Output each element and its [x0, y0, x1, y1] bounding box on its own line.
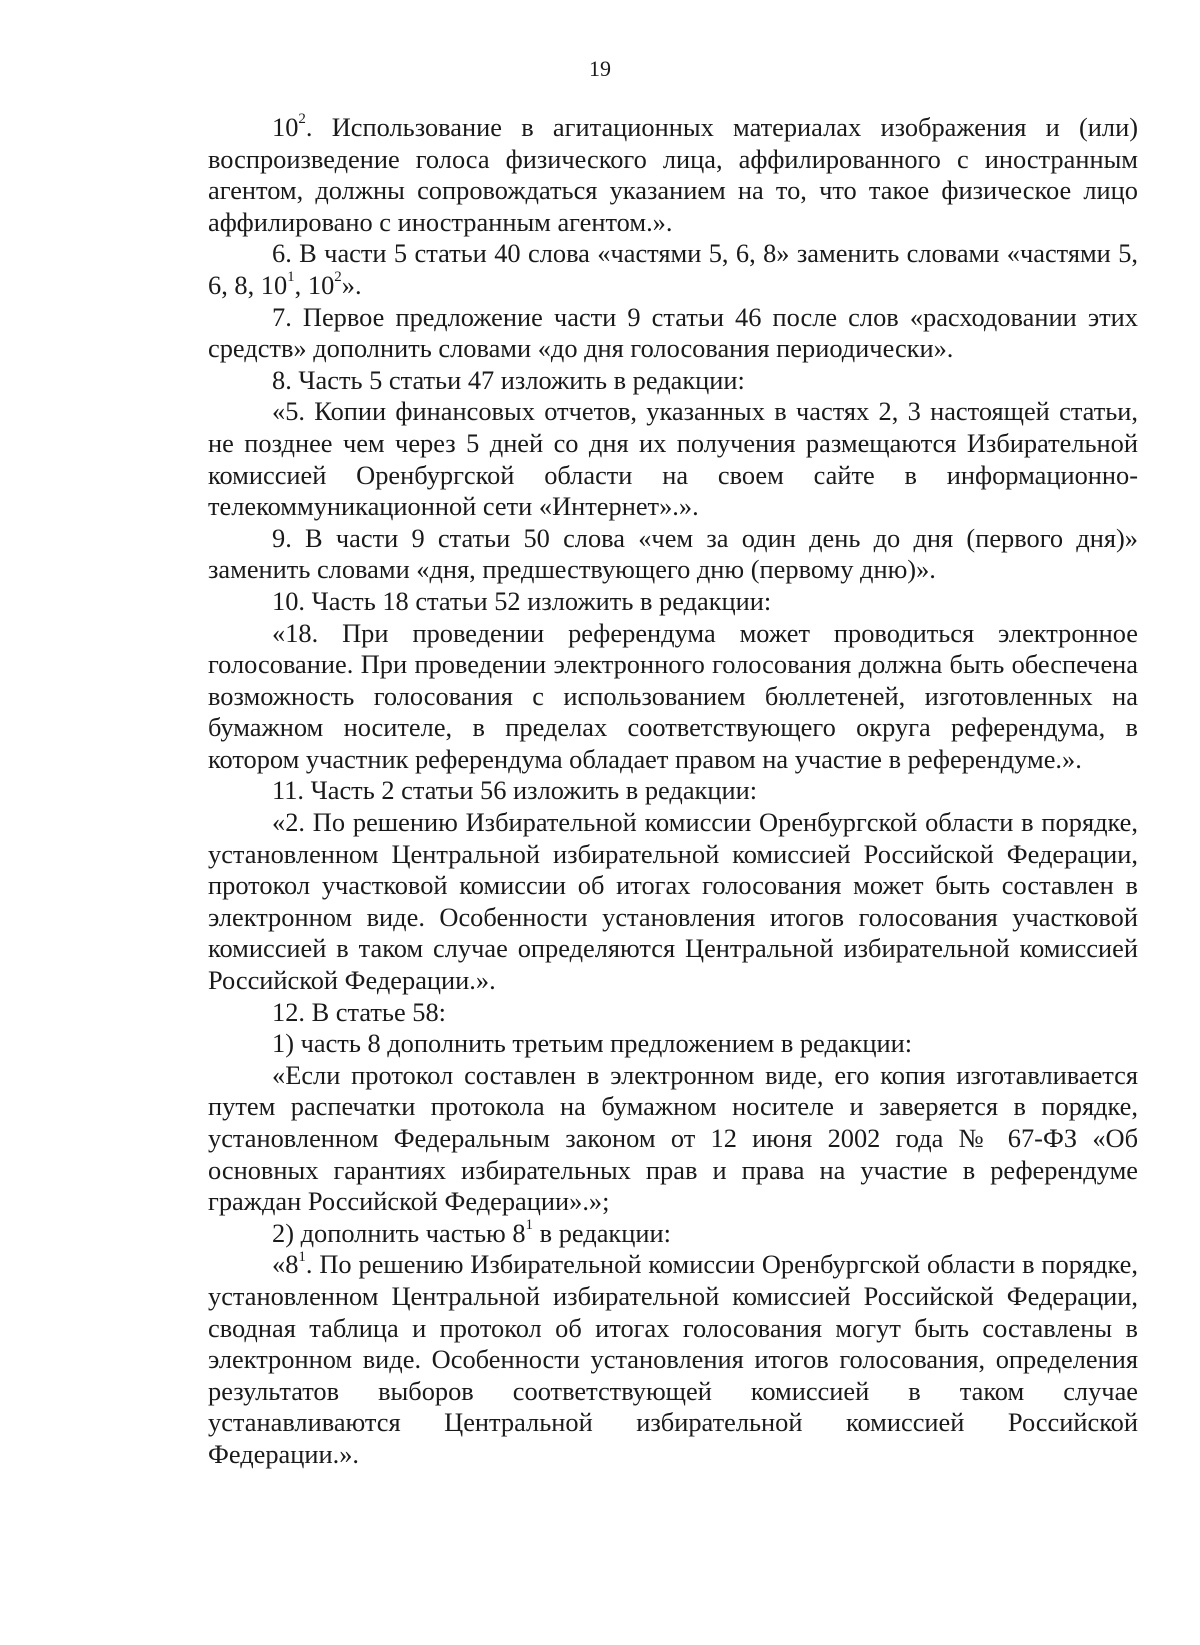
paragraph-item-9 [208, 523, 1138, 586]
paragraph-text: , 10 [294, 269, 335, 300]
paragraph-text: 11. Часть 2 статьи 56 изложить в редакции: [272, 775, 758, 806]
paragraph-subitem-1 [208, 1028, 1138, 1060]
paragraph-text: 10 [272, 112, 299, 142]
superscript: 1 [287, 269, 295, 286]
paragraph-quote-protocol [208, 1060, 1138, 1218]
paragraph-quote-5 [208, 396, 1138, 522]
paragraph-text: 10. Часть 18 статьи 52 изложить в редакции: [272, 585, 772, 616]
paragraph-text: 6. В части 5 статьи 40 слова «частями 5, 6, 8» заменить словами «частями 5, 6, 8, 10 [208, 238, 1138, 300]
paragraph-text: 2) дополнить частью 8 [272, 1217, 526, 1248]
paragraph-text: 9. В части 9 статьи 50 слова «чем за один день до дня (первого дня)» заменить словами «дня, предшествующего дню (первому дню)». [208, 522, 1138, 585]
paragraph-item-7 [208, 302, 1138, 365]
paragraph-text: «18. При проведении референдума может проводиться электронное голосование. При проведении электронного голосования должна быть обеспечена возможность голосования с использованием бюллетеней, изготовленных на бумажном носителе, в пределах соответствующего округа референдума, в котором участник референдума обладает правом на участие в референдуме.». [208, 617, 1138, 774]
paragraph-text: 1) часть 8 дополнить третьим предложением в редакции: [272, 1028, 913, 1059]
paragraph-item-6 [208, 238, 1138, 301]
superscript: 2 [334, 269, 342, 286]
document-body [208, 112, 1138, 1471]
superscript: 1 [298, 1248, 306, 1265]
paragraph-text: в редакции: [533, 1217, 671, 1248]
paragraph-10-2 [208, 112, 1138, 238]
paragraph-text: ». [341, 269, 362, 300]
paragraph-quote-18 [208, 618, 1138, 776]
paragraph-text: «8 [272, 1249, 299, 1280]
superscript: 2 [298, 111, 306, 128]
page-number: 19 [589, 56, 611, 81]
paragraph-text: 12. В статье 58: [272, 996, 446, 1027]
paragraph-text: . Использование в агитационных материалах изображения и (или) воспроизведение голоса физического лица, аффилированного с иностранным агентом, должны сопровождаться указанием на то, что такое физическое лицо аффилировано с иностранным агентом.». [208, 112, 1138, 237]
paragraph-subitem-2 [208, 1218, 1138, 1250]
paragraph-text: 7. Первое предложение части 9 статьи 46 после слов «расходовании этих средств» дополнить словами «до дня голосования периодически». [208, 301, 1138, 364]
paragraph-text: «2. По решению Избирательной комиссии Оренбургской области в порядке, установленном Центральной избирательной комиссией Российской Федерации, протокол участковой комиссии об итогах голосования может быть составлен в электронном виде. Особенности установления итогов голосования участковой комиссией в таком случае определяются Центральной избирательной комиссией Российской Федерации.». [208, 807, 1138, 996]
paragraph-quote-8-1 [208, 1249, 1138, 1470]
paragraph-text: «5. Копии финансовых отчетов, указанных в частях 2, 3 настоящей статьи, не позднее чем через 5 дней со дня их получения размещаются Избирательной комиссией Оренбургской области на своем сайте в информационно-телекоммуникационной сети «Интернет».». [208, 396, 1138, 522]
paragraph-text: «Если протокол составлен в электронном виде, его копия изготавливается путем распечатки протокола на бумажном носителе и заверяется в порядке, установленном Федеральным законом от 12 июня 2002 года № 67-ФЗ «Об основных гарантиях избирательных прав и права на участие в референдуме граждан Российской Федерации».»; [208, 1059, 1138, 1217]
paragraph-text: . По решению Избирательной комиссии Оренбургской области в порядке, установленном Центральной избирательной комиссией Российской Федерации, сводная таблица и протокол об итогах голосования могут быть составлены в электронном виде. Особенности установления итогов голосования, определения результатов выборов соответствующей комиссией в таком случае устанавливаются Центральной избирательной комиссией Российской Федерации.». [208, 1249, 1138, 1469]
paragraph-item-11 [208, 775, 1138, 807]
paragraph-item-10 [208, 586, 1138, 618]
paragraph-quote-2 [208, 807, 1138, 997]
superscript: 1 [525, 1216, 534, 1233]
paragraph-text: 8. Часть 5 статьи 47 изложить в редакции: [272, 364, 745, 395]
paragraph-item-8 [208, 365, 1138, 397]
paragraph-item-12 [208, 997, 1138, 1029]
